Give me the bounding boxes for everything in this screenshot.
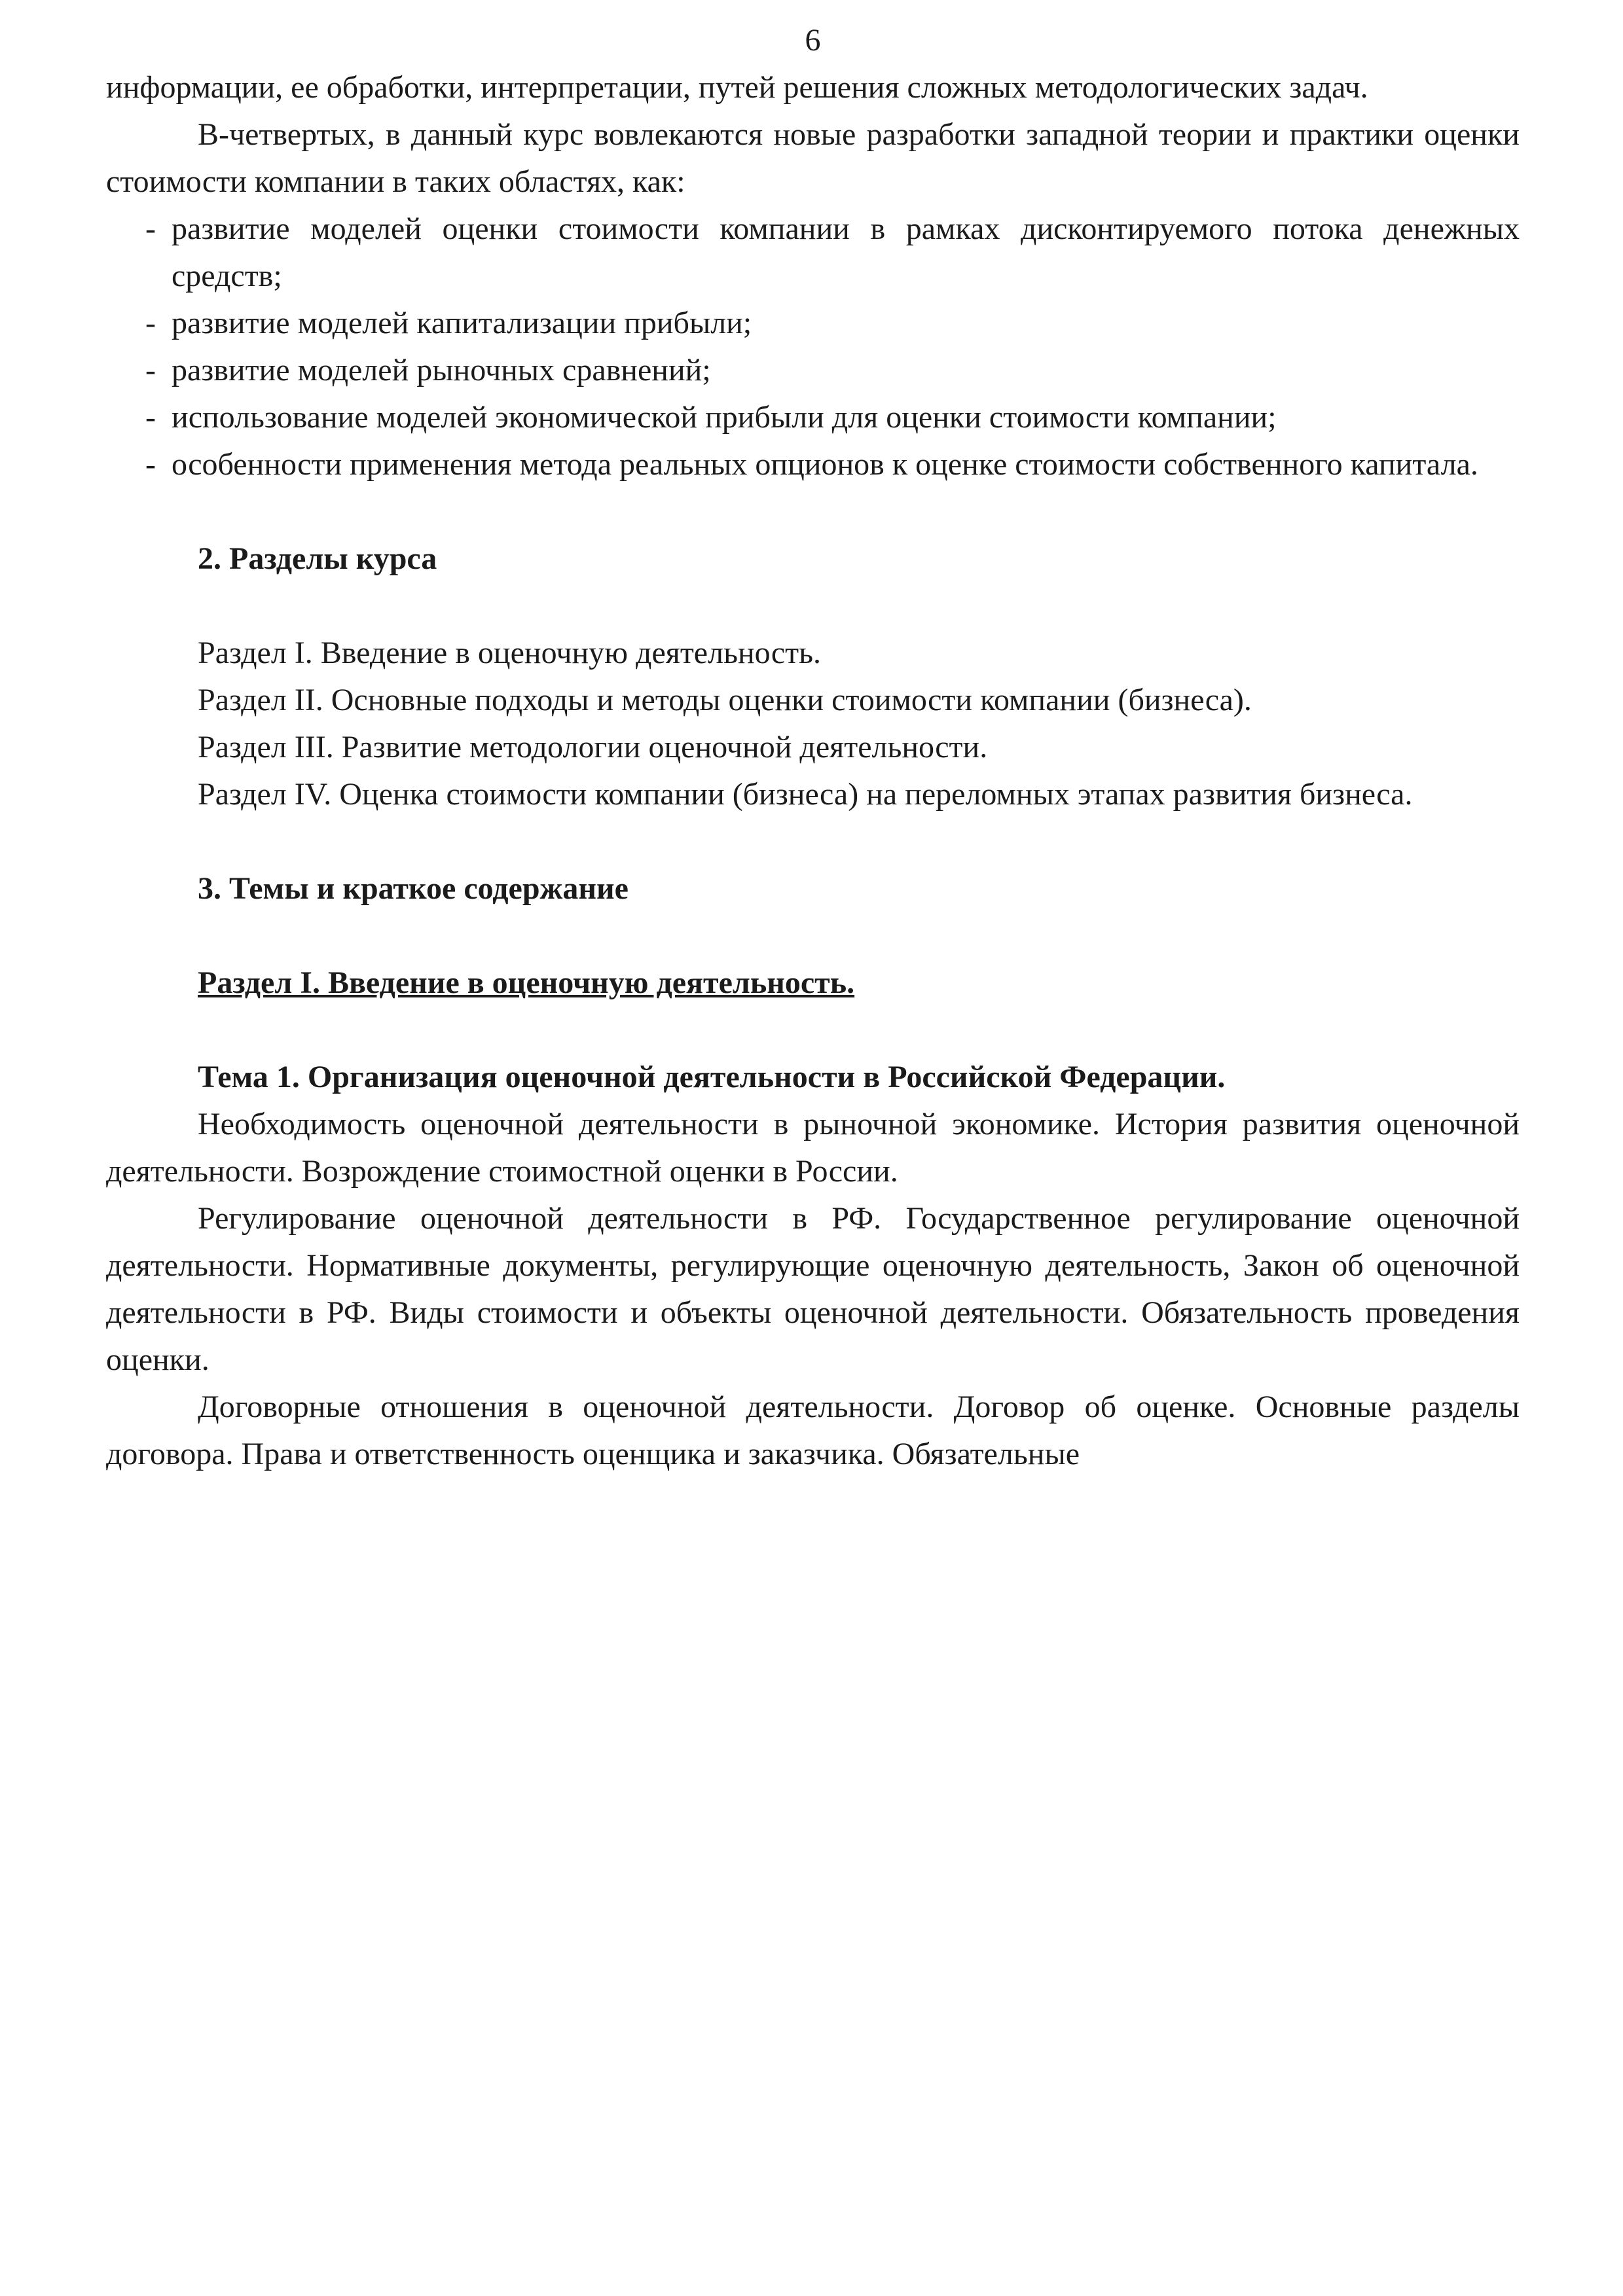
- list-item: [106, 206, 1520, 300]
- list-item: [106, 300, 1520, 347]
- dash-marker: -: [145, 306, 156, 340]
- section-list-item: Раздел IV. Оценка стоимости компании (бизнеса) на переломных этапах развития бизнеса.: [198, 777, 1413, 812]
- section-list-item: Раздел III. Развитие методологии оценочной деятельности.: [198, 730, 988, 764]
- section-list-item: Раздел I. Введение в оценочную деятельность.: [198, 636, 822, 670]
- paragraph-continuation: информации, ее обработки, интерпретации, путей решения сложных методологических задач.: [106, 70, 1368, 105]
- tema1-paragraph: Договорные отношения в оценочной деятельности. Договор об оценке. Основные разделы договора. Права и ответственность оценщика и заказчика. Обязательные: [106, 1390, 1520, 1471]
- list-item-text: развитие моделей рыночных сравнений;: [172, 353, 711, 387]
- heading-tema-1: Тема 1. Организация оценочной деятельности в Российской Федерации.: [198, 1060, 1226, 1094]
- page-number: 6: [805, 23, 821, 58]
- dashed-list: [106, 206, 1520, 488]
- list-item-text: использование моделей экономической прибыли для оценки стоимости компании;: [172, 400, 1277, 435]
- tema1-paragraph: Регулирование оценочной деятельности в РФ. Государственное регулирование оценочной деятельности. Нормативные документы, регулирующие оценочную деятельность, Закон об оценочной деятельности в РФ. Виды стоимости и объекты оценочной деятельности. Обязательность проведения оценки.: [106, 1201, 1520, 1377]
- list-item: [106, 347, 1520, 394]
- list-item-text: развитие моделей оценки стоимости компании в рамках дисконтируемого потока денежных средств;: [172, 211, 1520, 293]
- page-body: [106, 64, 1520, 1478]
- dash-marker: -: [145, 447, 156, 482]
- list-item: [106, 441, 1520, 488]
- list-item: [106, 394, 1520, 441]
- dash-marker: -: [145, 353, 156, 387]
- dash-marker: -: [145, 211, 156, 246]
- list-item-text: особенности применения метода реальных опционов к оценке стоимости собственного капитала.: [172, 447, 1478, 482]
- section-list-item: Раздел II. Основные подходы и методы оценки стоимости компании (бизнеса).: [198, 683, 1252, 717]
- heading-section-1: Раздел I. Введение в оценочную деятельность.: [198, 965, 855, 1000]
- heading-topics-summary: 3. Темы и краткое содержание: [198, 871, 629, 906]
- dash-marker: -: [145, 400, 156, 435]
- paragraph-fourth-point: В-четвертых, в данный курс вовлекаются новые разработки западной теории и практики оценки стоимости компании в таких областях, как:: [106, 117, 1520, 199]
- heading-course-sections: 2. Разделы курса: [198, 541, 437, 576]
- list-item-text: развитие моделей капитализации прибыли;: [172, 306, 752, 340]
- tema1-paragraph: Необходимость оценочной деятельности в рыночной экономике. История развития оценочной деятельности. Возрождение стоимостной оценки в России.: [106, 1107, 1520, 1189]
